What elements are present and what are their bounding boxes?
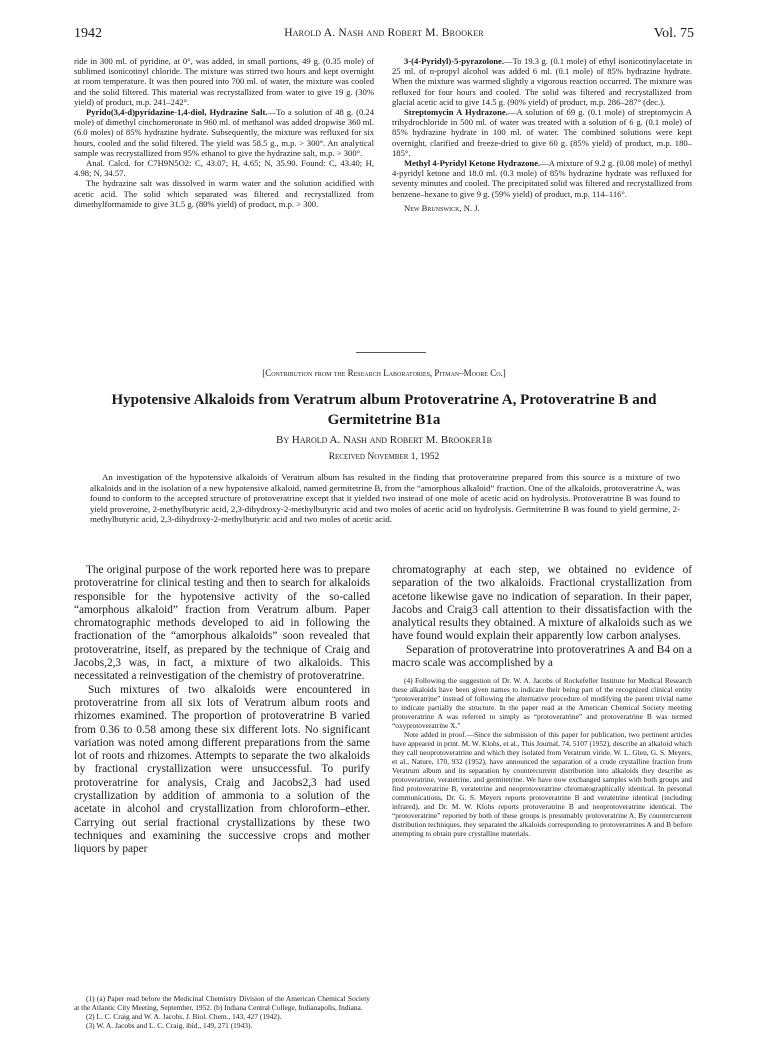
analysis-line: Anal. Calcd. for C7H9N5O2: C, 43.07; H, 4.65; N, 35.90. Found: C, 43.40; H, 4.98; N, 34.57.: [74, 158, 374, 179]
paragraph: [392, 107, 692, 158]
run-in-heading: Streptomycin A Hydrazone.: [404, 107, 508, 118]
paragraph: Such mixtures of two alkaloids were encountered in protoveratrine from all six lots of Veratrum album roots and rhizomes examined. The proportion of protoveratrine B varied from 0.36 to 0.58 among these six different lots. No significant variation was noted among different preparations from the same lot of roots and rhizomes. Attempts to separate the two alkaloids by fractional crystallization were unsuccessful. To purify protoveratrine for analysis, Craig and Jacobs2,3 had used crystallization by addition of ammonia to a solution of the acetate in alcohol and crystallization from chloroform–ether. Carrying out serial fractional crystallizations by these two techniques and examining the successive crops and mother liquors by paper: [74, 683, 370, 856]
paragraph: Separation of protoveratrine into protoveratrines A and B4 on a macro scale was accomplished by a: [392, 643, 692, 670]
run-in-heading: Methyl 4-Pyridyl Ketone Hydrazone.: [404, 158, 541, 169]
paragraph-text: —To a solution of 48 g. (0.24 mole) of dimethyl cinchomeronate in 960 ml. of methanol was added dropwise 360 ml. (6.0 moles) of 85% hydrazine hydrate. Subsequently, the mixture was refluxed for six hours, cooled and the solid filtered. The yield was 58.5 g., m.p. > 300°. An analytical sample was recrystallized from 95% ethanol to give the hydrazine salt, m.p. > 300°.: [74, 107, 374, 158]
volume-label: Vol. 75: [653, 26, 694, 41]
contribution-line: [Contribution from the Research Laboratories, Pitman–Moore Co.]: [262, 368, 506, 378]
run-in-heading: 3-(4-Pyridyl)-5-pyrazolone.: [404, 56, 504, 66]
prev-article-right-column: [392, 56, 692, 213]
paragraph: The hydrazine salt was dissolved in warm water and the solution acidified with acetic acid. The solid which separated was filtered and recrystallized from dimethylformamide to give 31.5 g. (80% yield) of product, m.p. > 300.: [74, 178, 374, 209]
paragraph: [74, 107, 374, 158]
footnotes-left: [74, 994, 370, 1030]
running-title: Harold A. Nash and Robert M. Brooker: [284, 27, 484, 39]
footnote: (4) Following the suggestion of Dr. W. A. Jacobs of Rockefeller Institute for Medical Research these alkaloids have been given names to indicate their being part of the recognized clinical entity “protoveratrine” instead of following the alternative procedure of modifying the parent trivial name to indicate partially the structure. In the paper read at the American Chemical Society meeting protoveratrine A was referred to simply as “protoveratrine” and protoveratrine B was termed “oxyprotoveratrine X.”: [392, 676, 692, 731]
paragraph-text: —To 19.3 g. (0.1 mole) of ethyl isonicotinylacetate in 25 ml. of n-propyl alcohol was added 6 ml. (0.1 mole) of 85% hydrazine hydrate. When the mixture was warmed slightly a vigorous reaction occurred. The mixture was refluxed for four hours and cooled. The solid was filtered and recrystallized from glacial acetic acid to give 14.5 g. (90% yield) of product, m.p. 286–287° (dec.).: [392, 56, 692, 107]
footnote: (1) (a) Paper read before the Medicinal Chemistry Division of the American Chemical Society at the Atlantic City Meeting, September, 1952. (b) Indiana Central College, Indianapolis, Indiana.: [74, 994, 370, 1012]
section-divider: [356, 352, 426, 353]
run-in-heading: Pyrido(3,4-d)pyridazine-1,4-diol, Hydrazine Salt.: [86, 107, 268, 118]
paragraph: chromatography at each step, we obtained no evidence of separation of the two alkaloids. Fractional crystallization from acetone likewise gave no indication of separation. In their paper, Jacobs and Craig3 call attention to their dissatisfaction with the analytical results they obtained. A mixture of alkaloids such as we have found would explain their apparently low carbon analyses.: [392, 564, 692, 643]
paragraph: ride in 300 ml. of pyridine, at 0°, was added, in small portions, 49 g. (0.35 mole) of sublimed isonicotinyl chloride. The mixture was stirred two hours and kept overnight at room temperature. It was then poured into 700 ml. of water, the mixture was cooled and the solid filtered. This material was recrystallized from water to give 19 g. (30% yield) of product, m.p. 241–242°.: [74, 56, 374, 107]
footnote: (3) W. A. Jacobs and L. C. Craig, ibid., 149, 271 (1943).: [86, 1021, 253, 1030]
footnote: (2) L. C. Craig and W. A. Jacobs, J. Biol. Chem., 143, 427 (1942).: [86, 1012, 282, 1021]
paragraph: [392, 158, 692, 199]
body-right-column: [392, 564, 692, 838]
footnotes-right: [392, 676, 692, 838]
paragraph: The original purpose of the work reported here was to prepare protoveratrine for clinical testing and then to search for alkaloids responsible for the hypotensive activity of the so-called “amorphous alkaloid” fraction from Veratrum album. Paper chromatographic methods developed to aid in following the fractionation of the “amorphous alkaloids” soon revealed that protoveratrine, itself, as prepared by the technique of Craig and Jacobs,2,3 was, in fact, a mixture of two alkaloids. This necessitated a reinvestigation of the chemistry of protoveratrine.: [74, 564, 370, 683]
article-title: Hypotensive Alkaloids from Veratrum album Protoveratrine A, Protoveratrine B and Germitetrine B1a: [111, 392, 657, 428]
article-authors: By Harold A. Nash and Robert M. Brooker1b: [276, 434, 492, 446]
received-date: Received November 1, 1952: [328, 452, 440, 462]
paragraph-text: —A solution of 69 g. (0.1 mole) of streptomycin A trihydrochloride in 500 ml. of water was treated with a solution of 6 g. (0.1 mole) of 85% hydrazine hydrate in 100 ml. of water. The combined solutions were kept overnight, clarified and freeze-dried to give 60 g. (85% yield) of product, m.p. 180–185°.: [392, 107, 692, 158]
prev-article-left-column: [74, 56, 374, 209]
running-header: [74, 26, 694, 46]
footnote: Note added in proof.—Since the submission of this paper for publication, two pertinent articles have appeared in print. M. W. Klohs, et al., This Journal, 74, 5107 (1952), describe an alkaloid which they call neoprotoveratrine and which they isolated from Veratrum viride. W. L. Glen, G. S. Meyers, et al., Nature, 170, 932 (1952), have announced the separation of a crude crystalline fraction from Veratrum album and its separation by countercurrent distribution into alkaloids they describe as protoveratrine, veratetrine, and germitetrine. We have now exchanged samples with both groups and find protoveratrine B, veratetrine and neoprotoveratrine chromatographically identical. In personal communications, Dr. G. S. Meyers reports protoveratrine B and veratetrine identical (including infrared), and Dr. M. W. Klohs reports protoveratrine B and neoprotoveratrine identical. The “protoveratrine” reported by both of these groups is presumably protoveratrine A. By countercurrent distribution techniques, they separated the alkaloids corresponding to protoveratrines A and B before attempting to obtain pure crystalline materials.: [392, 730, 692, 839]
location-signoff: New Brunswick, N. J.: [404, 202, 480, 213]
body-left-column: [74, 564, 370, 857]
paragraph: [392, 56, 692, 107]
page-number: 1942: [74, 26, 102, 41]
paragraph-text: —A mixture of 9.2 g. (0.08 mole) of methyl 4-pyridyl ketone and 18.0 ml. (0.3 mole) of 85% hydrazine hydrate was refluxed for seventy minutes and cooled. The precipitated solid was filtered and recrystallized from benzene–hexane to give 9 g. (59% yield) of product, m.p. 114–116°.: [392, 158, 693, 199]
abstract: An investigation of the hypotensive alkaloids of Veratrum album has resulted in the finding that protoveratrine prepared from this source is a mixture of two alkaloids and in the isolation of a new hypotensive alkaloid, named germitetrine B, from the “amorphous alkaloid” fraction. One of the alkaloids, protoveratrine A, was found to conform to the accepted structure of protoveratrine except that it yielded two instead of one mole of acetic acid on hydrolysis. Protoveratrine B was found to yield proveroine, 2-methylbutyric acid, 2,3-dihydroxy-2-methylbutyric acid and two moles of acetic acid on hydrolysis. Germitetrine B was found to yield germine, 2-methylbutyric acid, 2,3-dihydroxy-2-methylbutyric acid and two moles of acetic acid.: [90, 472, 680, 524]
